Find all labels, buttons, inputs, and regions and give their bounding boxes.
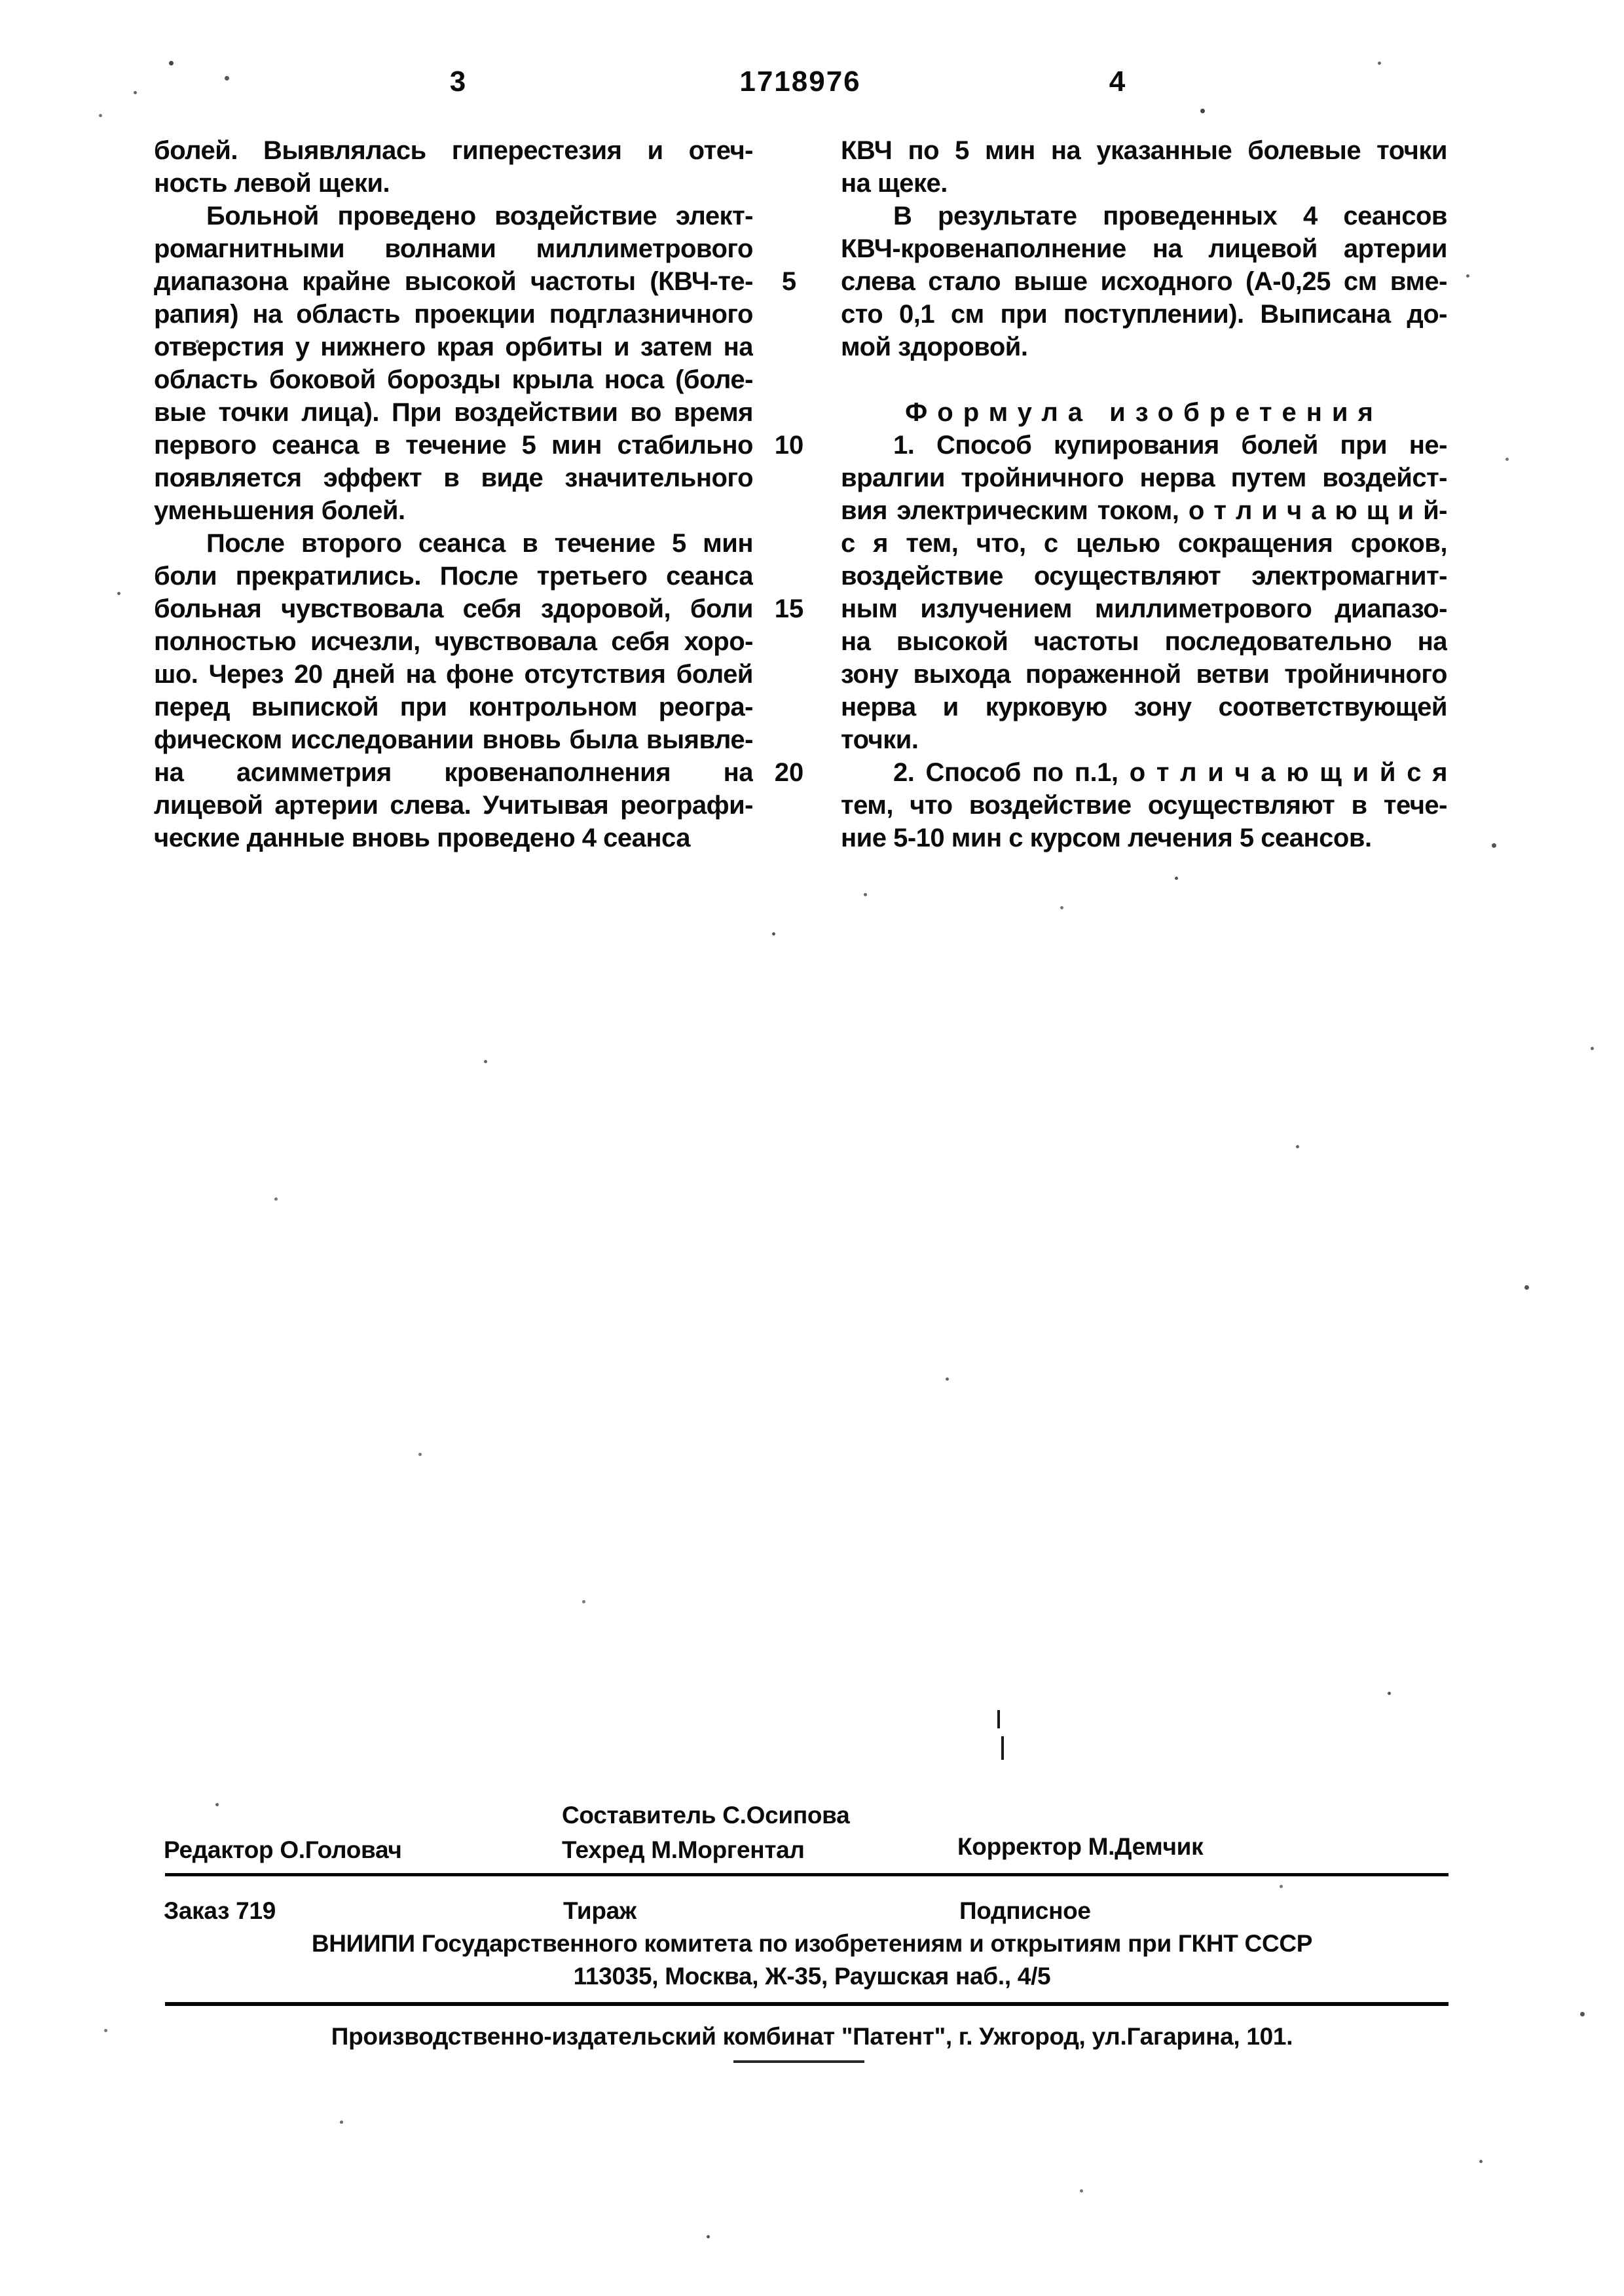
scan-scratch <box>1001 1736 1004 1760</box>
text-line: мой здоровой. <box>841 333 1028 361</box>
text-line: 1. Способ купирования болей при не- <box>893 431 1447 460</box>
scan-smudge <box>733 2060 864 2063</box>
text-line: КВЧ по 5 мин на указанные болевые точки <box>841 136 1447 165</box>
line-number: 15 <box>774 594 804 623</box>
paragraph <box>154 200 753 527</box>
footer-vniipii-line: ВНИИПИ Государственного комитета по изобретениям и открытиям при ГКНТ СССР <box>311 1930 1313 1957</box>
paragraph <box>841 429 1447 756</box>
text-line: ние 5-10 мин с курсом лечения 5 сеансов. <box>841 824 1372 852</box>
footer-compiler: Составитель С.Осипова <box>562 1802 850 1829</box>
footer-order: Заказ 719 <box>164 1897 276 1924</box>
text-line: сто 0,1 см при поступлении). Выписана до- <box>841 300 1447 329</box>
footer-tirazh: Тираж <box>563 1897 637 1924</box>
text-line: фическом исследовании вновь была выявле- <box>154 725 753 754</box>
paragraph <box>841 134 1447 200</box>
footer-address-line: 113035, Москва, Ж-35, Раушская наб., 4/5 <box>573 1963 1051 1990</box>
paragraph <box>841 756 1447 854</box>
text-line: вые точки лица). При воздействии во время <box>154 398 753 427</box>
text-line: вралгии тройничного нерва путем воздейст- <box>841 464 1447 492</box>
footer-corrector: Корректор М.Демчик <box>957 1833 1204 1860</box>
footer-production-line: Производственно-издательский комбинат "Патент", г. Ужгород, ул.Гагарина, 101. <box>331 2023 1293 2050</box>
paragraph <box>841 396 1447 429</box>
text-line: диапазона крайне высокой частоты (КВЧ-те- <box>154 267 753 296</box>
text-line: полностью исчезли, чувствовала себя хоро- <box>154 627 753 656</box>
text-line: тем, что воздействие осуществляют в тече- <box>841 791 1447 820</box>
scan-noise <box>0 0 2 2</box>
paragraph <box>154 527 753 854</box>
text-line: боли прекратились. После третьего сеанса <box>154 562 753 591</box>
paragraph <box>154 134 753 200</box>
text-line: область боковой борозды крыла носа (боле- <box>154 365 753 394</box>
text-line: рапия) на область проекции подглазничного <box>154 300 753 329</box>
text-line: больная чувствовала себя здоровой, боли <box>154 594 753 623</box>
text-line: ромагнитными волнами миллиметрового <box>154 234 753 263</box>
text-line: лицевой артерии слева. Учитывая реографи- <box>154 791 753 820</box>
text-line: с я тем, что, с целью сокращения сроков, <box>841 529 1447 558</box>
text-line: нерва и курковую зону соответствующей <box>841 693 1447 721</box>
page-number-left: 3 <box>449 65 468 98</box>
paragraph <box>841 200 1447 363</box>
footer-podpisnoe: Подписное <box>959 1897 1091 1924</box>
text-line: После второго сеанса в течение 5 мин <box>206 529 753 558</box>
text-line: на высокой частоты последовательно на <box>841 627 1447 656</box>
footer-techred: Техред М.Моргентал <box>562 1836 805 1863</box>
page-number-right: 4 <box>1109 65 1127 98</box>
divider-rule-bottom <box>165 2002 1449 2006</box>
text-line: болей. Выявлялась гиперестезия и отеч- <box>154 136 753 165</box>
text-line: появляется эффект в виде значительного <box>154 464 753 492</box>
text-line: перед выпиской при контрольном реогра- <box>154 693 753 721</box>
text-line: ным излучением миллиметрового диапазо- <box>841 594 1447 623</box>
text-line: вия электрическим током, о т л и ч а ю щ и й- <box>841 496 1447 525</box>
line-number: 10 <box>774 431 804 460</box>
text-line: на щеке. <box>841 169 948 198</box>
text-line: воздействие осуществляют электромагнит- <box>841 562 1447 591</box>
text-line: ческие данные вновь проведено 4 сеанса <box>154 824 691 852</box>
line-number: 20 <box>774 758 804 787</box>
text-line: Формула изобретения <box>905 398 1383 427</box>
text-line: Больной проведено воздействие элект- <box>206 202 753 230</box>
text-line: ность левой щеки. <box>154 169 390 198</box>
text-line: 2. Способ по п.1, о т л и ч а ю щ и й с я <box>893 758 1447 787</box>
text-line: точки. <box>841 725 919 754</box>
line-number: 5 <box>781 267 797 296</box>
text-line: зону выхода пораженной ветви тройничного <box>841 660 1447 689</box>
text-line: КВЧ-кровенаполнение на лицевой артерии <box>841 234 1447 263</box>
footer-editor: Редактор О.Головач <box>164 1836 402 1863</box>
text-line: уменьшения болей. <box>154 496 405 525</box>
text-line: отверстия у нижнего края орбиты и затем на <box>154 333 753 361</box>
text-line: В результате проведенных 4 сеансов <box>893 202 1447 230</box>
divider-rule-top <box>165 1873 1449 1876</box>
left-column <box>154 134 753 854</box>
scan-scratch <box>997 1710 1000 1728</box>
patent-number: 1718976 <box>739 65 861 98</box>
text-line: первого сеанса в течение 5 мин стабильно <box>154 431 753 460</box>
right-column <box>841 134 1447 854</box>
text-line: шо. Через 20 дней на фоне отсутствия болей <box>154 660 753 689</box>
text-line: на асимметрия кровенаполнения на <box>154 758 753 787</box>
text-line: слева стало выше исходного (А-0,25 см вме- <box>841 267 1447 296</box>
